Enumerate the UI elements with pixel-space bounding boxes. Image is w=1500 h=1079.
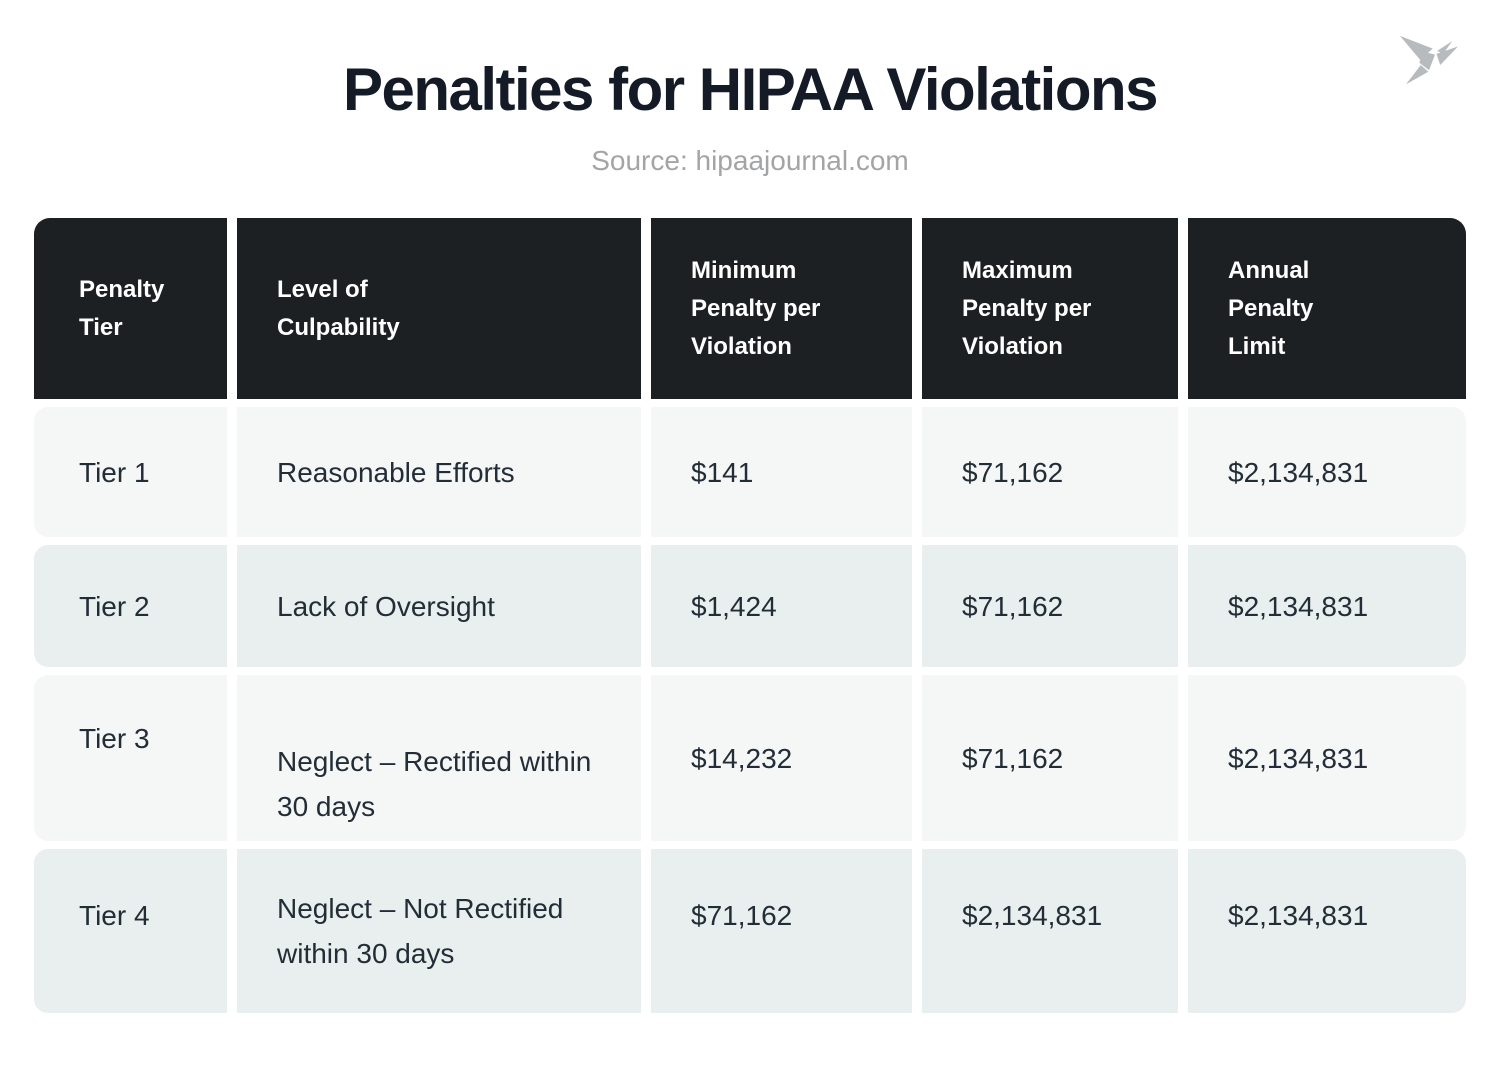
tier-value: Tier 1 [79, 456, 150, 488]
culpability-cell [237, 407, 641, 537]
culpability-value: Reasonable Efforts [277, 456, 515, 488]
tier-value: Tier 2 [79, 590, 150, 622]
max-penalty-value: $71,162 [962, 456, 1064, 488]
culpability-value: Lack of Oversight [277, 590, 495, 622]
column-header-minimum-penalty [651, 218, 912, 399]
min-penalty-value: $1,424 [691, 590, 777, 622]
column-header-label: Level of Culpability [277, 275, 400, 341]
min-penalty-cell [651, 545, 912, 667]
annual-limit-value: $2,134,831 [1228, 899, 1369, 931]
tier-value: Tier 4 [79, 899, 150, 931]
max-penalty-value: $71,162 [962, 742, 1064, 774]
tier-cell [34, 675, 227, 841]
min-penalty-value: $71,162 [691, 899, 793, 931]
origami-bird-icon [1390, 24, 1480, 106]
annual-limit-value: $2,134,831 [1228, 590, 1369, 622]
column-header-annual-limit [1188, 218, 1466, 399]
min-penalty-cell [651, 675, 912, 841]
column-header-label: Minimum Penalty per Violation [691, 256, 821, 360]
max-penalty-value: $71,162 [962, 590, 1064, 622]
min-penalty-cell [651, 407, 912, 537]
annual-limit-cell [1188, 849, 1466, 1013]
culpability-cell [237, 545, 641, 667]
culpability-value: Neglect – Rectified within 30 days [277, 746, 592, 822]
column-header-label: Penalty Tier [79, 275, 165, 341]
max-penalty-cell [922, 675, 1178, 841]
page-title: Penalties for HIPAA Violations [342, 56, 1158, 123]
column-header-maximum-penalty [922, 218, 1178, 399]
min-penalty-value: $141 [691, 456, 754, 488]
penalties-table [34, 218, 1466, 1013]
max-penalty-cell [922, 545, 1178, 667]
column-header-penalty-tier [34, 218, 227, 399]
column-header-label: Maximum Penalty per Violation [962, 256, 1092, 360]
max-penalty-value: $2,134,831 [962, 899, 1103, 931]
tier-cell [34, 407, 227, 537]
culpability-cell [237, 849, 641, 1013]
tier-value: Tier 3 [79, 722, 150, 754]
annual-limit-value: $2,134,831 [1228, 456, 1369, 488]
column-header-level-of-culpability [237, 218, 641, 399]
max-penalty-cell [922, 849, 1178, 1013]
annual-limit-cell [1188, 407, 1466, 537]
tier-cell [34, 545, 227, 667]
source-caption: Source: hipaajournal.com [591, 145, 909, 176]
annual-limit-cell [1188, 675, 1466, 841]
min-penalty-value: $14,232 [691, 742, 793, 774]
min-penalty-cell [651, 849, 912, 1013]
annual-limit-value: $2,134,831 [1228, 742, 1369, 774]
annual-limit-cell [1188, 545, 1466, 667]
tier-cell [34, 849, 227, 1013]
culpability-cell [237, 675, 641, 841]
max-penalty-cell [922, 407, 1178, 537]
culpability-value: Neglect – Not Rectified within 30 days [277, 893, 564, 969]
column-header-label: Annual Penalty Limit [1228, 256, 1314, 360]
